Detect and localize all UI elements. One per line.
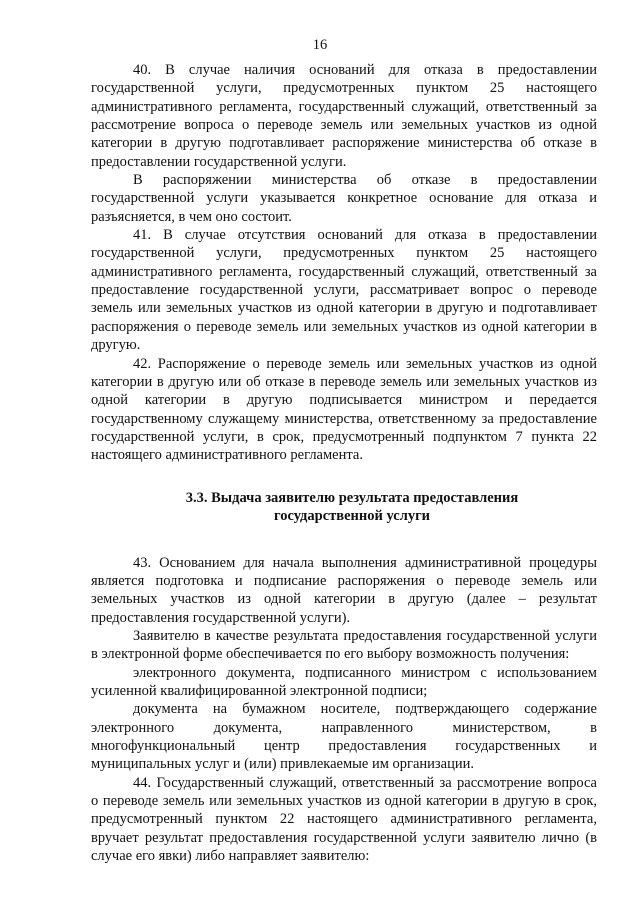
document-body (91, 61, 597, 865)
paragraph-43: 43. Основанием для начала выполнения административной процедуры является подготовка и подписание распоряжения о переводе земель или земельных участков из одной категории в другую (далее – результат предоставления государственной услуги). (91, 554, 597, 626)
paragraph-41: 41. В случае отсутствия оснований для отказа в предоставлении государственной услуги, предусмотренных пунктом 25 настоящего административного регламента, государственный служащий, ответственный за предоставление государственной услуги, рассматривает вопрос о переводе земель или земельных участков из одной категории в другую и подготавливает распоряжения о переводе земель или земельных участков из одной категории в другую. (91, 227, 597, 354)
paragraph-40: 40. В случае наличия оснований для отказа в предоставлении государственной услуги, предусмотренных пунктом 25 настоящего административного регламента, государственный служащий, ответственный за рассмотрение вопроса о переводе земель или земельных участков из одной категории в другую подготавливает распоряжение министерства об отказе в предоставлении государственной услуги. (91, 62, 597, 170)
section-heading-line-1: 3.3. Выдача заявителю результата предоставления (185, 489, 519, 506)
heading-spacer (91, 526, 597, 554)
section-heading-line-2: государственной услуги (273, 508, 431, 525)
section-heading-3-3 (91, 489, 597, 526)
paragraph-44: 44. Государственный служащий, ответственный за рассмотрение вопроса о переводе земель или земельных участков из одной категории в другую в срок, предусмотренный пунктом 22 настоящего административного регламента, вручает результат предоставления государственной услуги заявителю лично (в случае его явки) либо направляет заявителю: (91, 774, 597, 865)
paragraph-40-refusal-reason: В распоряжении министерства об отказе в предоставлении государственной услуги указывается конкретное основание для отказа и разъясняется, в чем оно состоит. (91, 172, 597, 225)
paragraph-43-options-intro: Заявителю в качестве результата предоставления государственной услуги в электронной форме обеспечивается по его выбору возможность получения: (91, 627, 597, 663)
page-number: 16 (312, 37, 328, 53)
paragraph-42: 42. Распоряжение о переводе земель или земельных участков из одной категории в другую или об отказе в переводе земель или земельных участков из одной категории в другую подписывается министром и передается государственному служащему министерства, ответственному за предоставление государственной услуги, в срок, предусмотренный подпунктом 7 пункта 22 настоящего административного регламента. (91, 355, 597, 464)
paragraph-43-paper-document: документа на бумажном носителе, подтверждающего содержание электронного документа, направленного министерством, в многофункциональный центр предоставления государственных и муниципальных услуг и (или) привлекаемые им организации. (91, 701, 597, 773)
paragraph-43-electronic-document: электронного документа, подписанного министром с использованием усиленной квалифицированной электронной подписи; (91, 664, 597, 699)
